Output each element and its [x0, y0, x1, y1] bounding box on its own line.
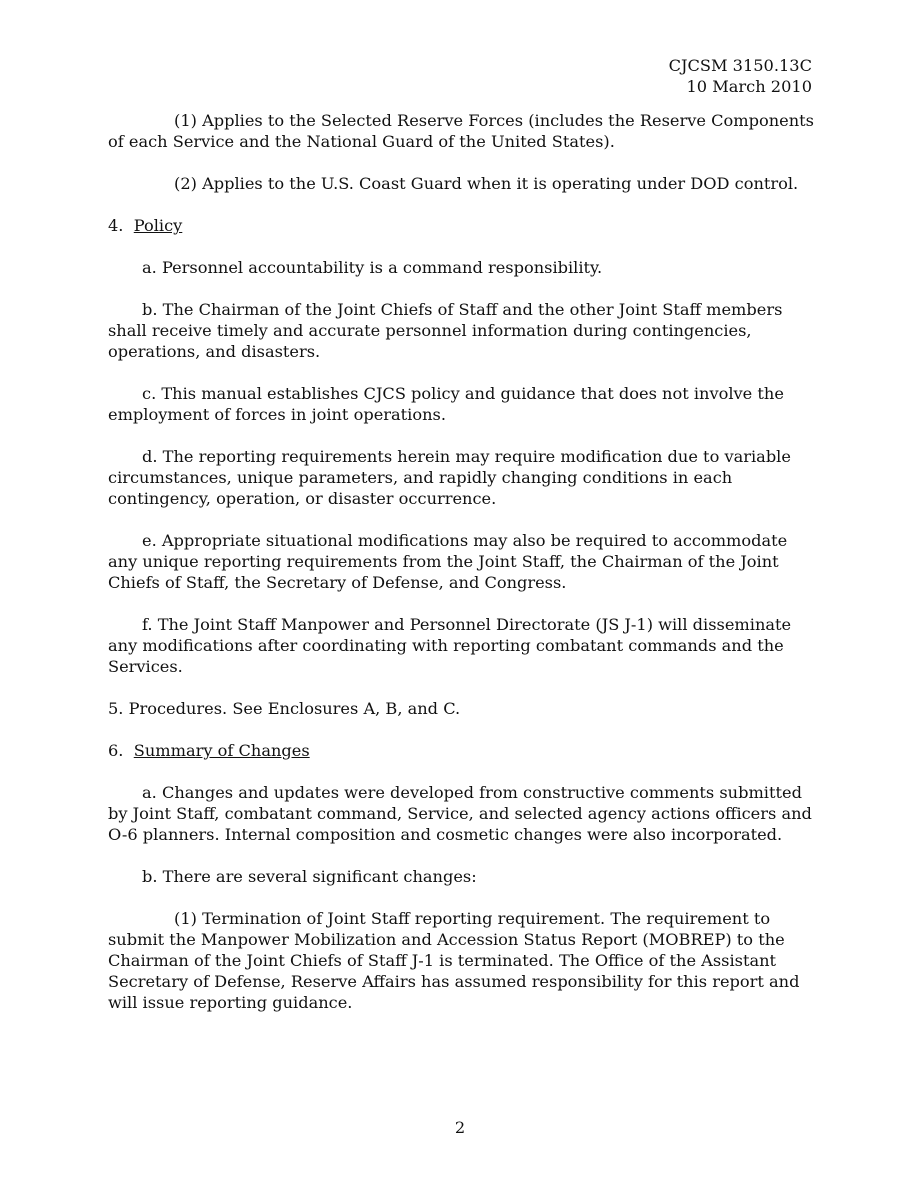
- paragraph-4a: a. Personnel accountability is a command responsibility.: [142, 258, 603, 277]
- section-6-heading: [108, 740, 814, 761]
- paragraph-4d: d. The reporting requirements herein may require modification due to variable circumstances, unique parameters, and rapidly changing conditions in each contingency, operation, or disaster occurrence.: [108, 447, 791, 508]
- paragraph-4c: c. This manual establishes CJCS policy and guidance that does not involve the employment of forces in joint operations.: [108, 384, 784, 424]
- paragraph-applies-1: (1) Applies to the Selected Reserve Forces (includes the Reserve Components of each Service and the National Guard of the United States).: [108, 111, 814, 151]
- document-number: CJCSM 3150.13C: [668, 56, 812, 75]
- document-body: [108, 110, 814, 1034]
- section-4-heading: [108, 215, 814, 236]
- paragraph-4f: f. The Joint Staff Manpower and Personnel Directorate (JS J-1) will disseminate any modifications after coordinating with reporting combatant commands and the Services.: [108, 615, 792, 676]
- paragraph-6a: a. Changes and updates were developed from constructive comments submitted by Joint Staff, combatant command, Service, and selected agency actions officers and O-6 planners. Internal composition and cosmetic changes were also incorporated.: [108, 783, 812, 844]
- paragraph-6b-1: (1) Termination of Joint Staff reporting requirement. The requirement to submit the Manpower Mobilization and Accession Status Report (MOBREP) to the Chairman of the Joint Chiefs of Staff J-1 is terminated. The Office of the Assistant Secretary of Defense, Reserve Affairs has assumed responsibility for this report and will issue reporting guidance.: [108, 909, 800, 1012]
- document-date: 10 March 2010: [686, 77, 812, 96]
- page-number: 2: [454, 1118, 466, 1137]
- paragraph-6b: b. There are several significant changes:: [142, 867, 477, 886]
- paragraph-applies-2: (2) Applies to the U.S. Coast Guard when it is operating under DOD control.: [174, 174, 799, 193]
- section-4-title: Policy: [133, 216, 183, 235]
- section-4-number: 4.: [108, 216, 124, 235]
- paragraph-4e: e. Appropriate situational modifications may also be required to accommodate any unique reporting requirements from the Joint Staff, the Chairman of the Joint Chiefs of Staff, the Secretary of Defense, and Congress.: [108, 531, 788, 592]
- section-6-title: Summary of Changes: [133, 741, 310, 760]
- section-5-procedures: 5. Procedures. See Enclosures A, B, and C.: [108, 699, 461, 718]
- section-6-number: 6.: [108, 741, 124, 760]
- paragraph-4b: b. The Chairman of the Joint Chiefs of Staff and the other Joint Staff members shall receive timely and accurate personnel information during contingencies, operations, and disasters.: [108, 300, 783, 361]
- document-header: [669, 55, 812, 97]
